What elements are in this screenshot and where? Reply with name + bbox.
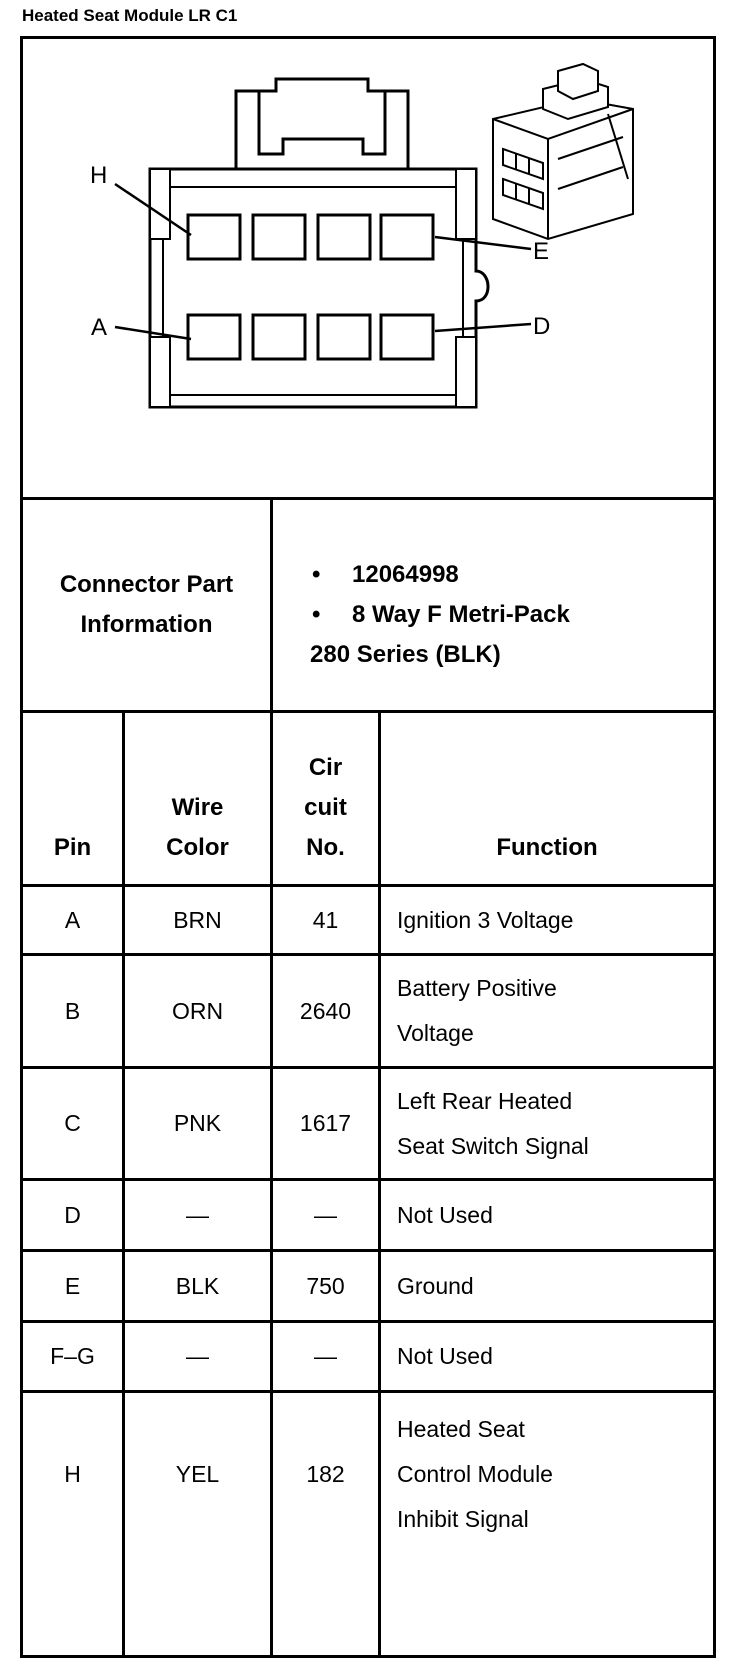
connector-info-label-line2: Information bbox=[80, 611, 213, 638]
function-line: Battery Positive bbox=[397, 975, 557, 1001]
cell-function bbox=[381, 1181, 713, 1249]
cell-pin: F–G bbox=[50, 1343, 95, 1370]
cell-function bbox=[381, 956, 713, 1066]
function-line: Ground bbox=[397, 1272, 474, 1299]
cell-pin: C bbox=[64, 1110, 81, 1137]
cell-wire-color: BRN bbox=[173, 906, 222, 933]
function-line: Left Rear Heated bbox=[397, 1087, 573, 1114]
cell-wire-color: — bbox=[186, 1201, 209, 1228]
cell-pin: D bbox=[64, 1201, 81, 1228]
cell-function bbox=[381, 1252, 713, 1320]
connector-body bbox=[150, 169, 488, 407]
function-line: Ignition 3 Voltage bbox=[397, 906, 574, 933]
pin-label-a: A bbox=[91, 314, 108, 341]
cell-wire-color: ORN bbox=[171, 997, 224, 1024]
cell-pin: E bbox=[64, 1272, 81, 1299]
cell-pin: B bbox=[64, 997, 81, 1024]
cell-function bbox=[381, 887, 713, 953]
cell-wire-color: BLK bbox=[175, 1272, 220, 1299]
connector-series: 280 Series (BLK) bbox=[310, 641, 501, 668]
cell-wire-color: — bbox=[186, 1343, 209, 1370]
cell-function bbox=[381, 1323, 713, 1390]
header-wire-color-line2: Color bbox=[166, 834, 229, 861]
header-circuit-line1: Cir bbox=[308, 754, 343, 781]
part-number: 12064998 bbox=[352, 561, 459, 588]
cell-circuit: 41 bbox=[312, 906, 339, 933]
pin-label-h: H bbox=[90, 162, 108, 189]
header-circuit bbox=[273, 713, 378, 884]
connector-info-details: • 12064998 • 8 Way F Metri-Pack 280 Series (BLK) bbox=[310, 555, 570, 675]
pin-label-d: D bbox=[533, 313, 551, 340]
cell-circuit: 2640 bbox=[299, 997, 352, 1024]
connector-description: 8 Way F Metri-Pack bbox=[352, 601, 570, 628]
cell-wire-color: PNK bbox=[173, 1110, 222, 1137]
connector-diagram bbox=[23, 39, 716, 537]
cavity-d bbox=[381, 315, 433, 359]
cell-wire-color: YEL bbox=[175, 1460, 220, 1487]
cavity-h bbox=[188, 215, 240, 259]
page-title: Heated Seat Module LR C1 bbox=[22, 6, 238, 25]
cell-function bbox=[381, 1069, 713, 1178]
connector-iso-view bbox=[493, 64, 633, 239]
header-wire-color bbox=[125, 713, 270, 884]
function-line: Voltage bbox=[397, 1020, 474, 1046]
cell-circuit: 750 bbox=[306, 1272, 345, 1299]
header-pin: Pin bbox=[53, 834, 92, 861]
cell-circuit: 182 bbox=[306, 1460, 345, 1487]
cell-function bbox=[381, 1393, 713, 1555]
cavity-b bbox=[253, 315, 305, 359]
connector-info-label-line1: Connector Part bbox=[59, 571, 234, 598]
function-line: Control Module bbox=[397, 1460, 553, 1487]
header-circuit-line2: cuit bbox=[304, 794, 347, 821]
connector-info-label bbox=[23, 500, 270, 710]
function-line: Not Used bbox=[397, 1201, 493, 1228]
cavity-g bbox=[253, 215, 305, 259]
header-circuit-line3: No. bbox=[306, 834, 345, 861]
cell-circuit: — bbox=[314, 1343, 337, 1370]
header-function: Function bbox=[496, 834, 598, 861]
cell-circuit: 1617 bbox=[299, 1110, 352, 1137]
cavity-c bbox=[318, 315, 370, 359]
function-line: Not Used bbox=[397, 1343, 493, 1369]
header-wire-color-line1: Wire bbox=[171, 794, 224, 821]
cavity-f bbox=[318, 215, 370, 259]
cavity-e bbox=[381, 215, 433, 259]
cell-pin: A bbox=[64, 906, 81, 933]
cell-pin: H bbox=[64, 1460, 81, 1487]
cavity-a bbox=[188, 315, 240, 359]
function-line: Seat Switch Signal bbox=[397, 1132, 589, 1159]
pin-label-e: E bbox=[533, 238, 550, 265]
cell-circuit: — bbox=[314, 1201, 337, 1228]
function-line: Heated Seat bbox=[397, 1415, 525, 1442]
function-line: Inhibit Signal bbox=[397, 1505, 529, 1532]
